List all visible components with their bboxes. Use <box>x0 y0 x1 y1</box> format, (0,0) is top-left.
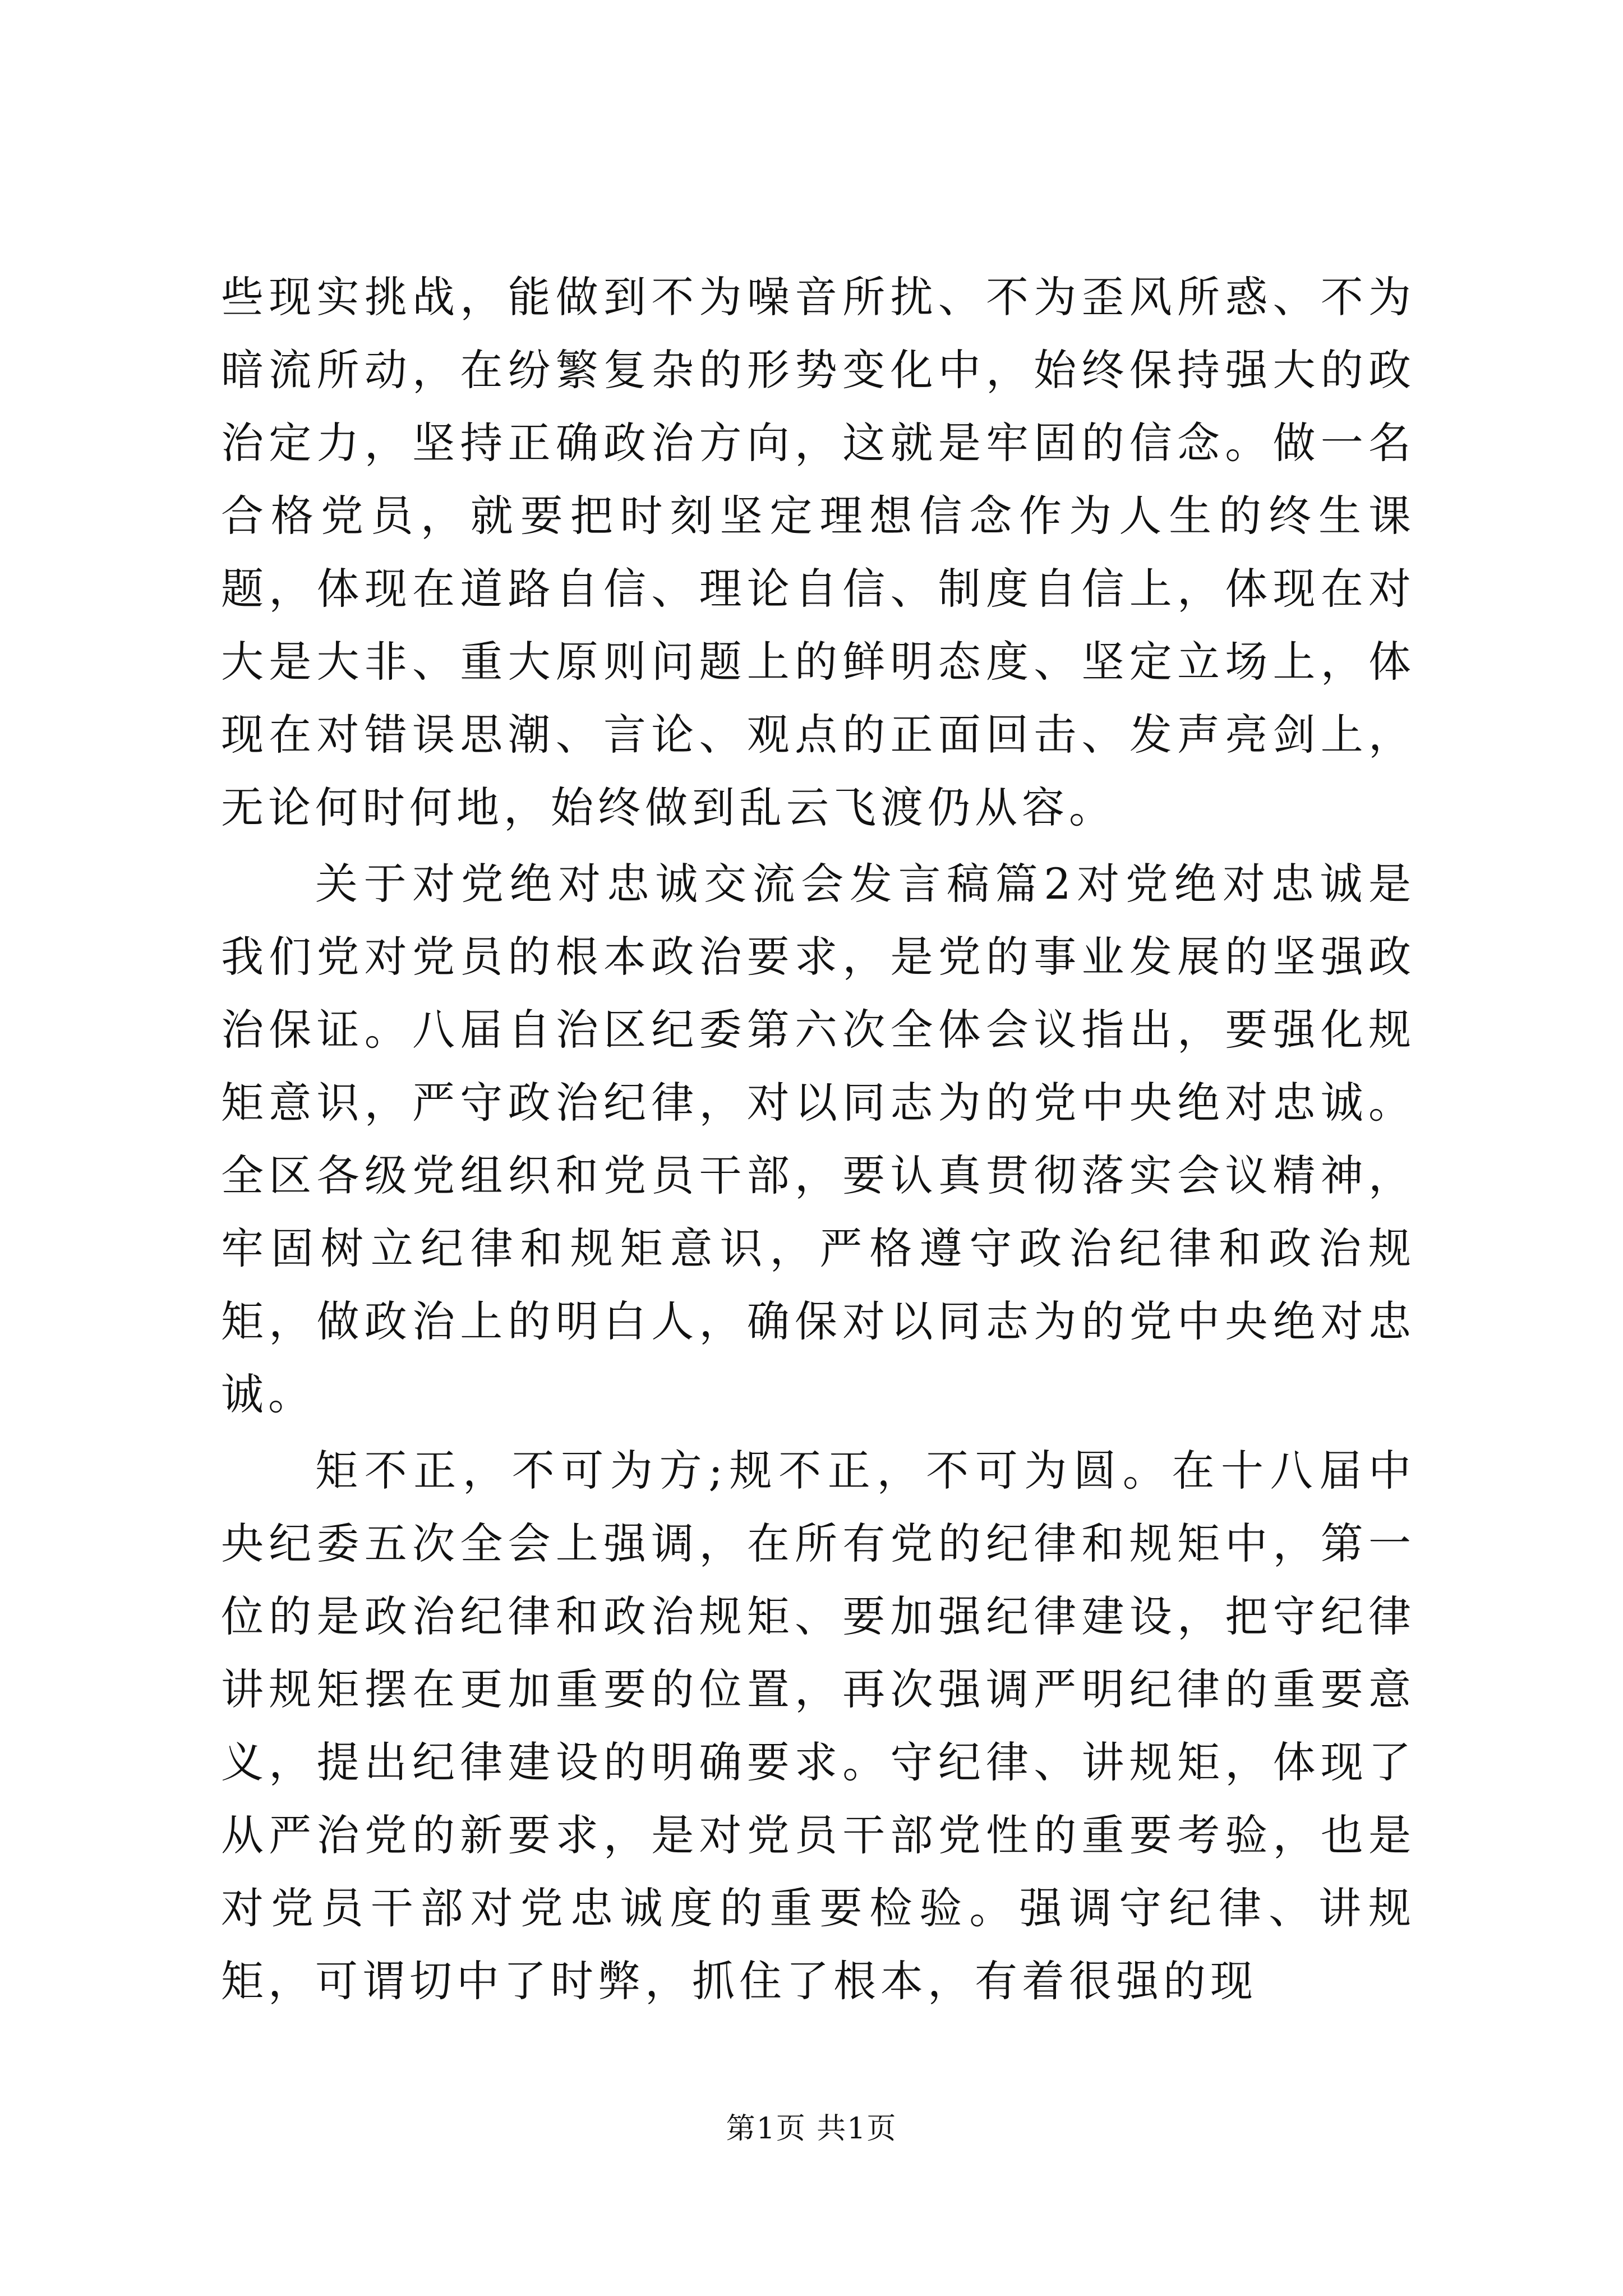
paragraph-1: 些现实挑战，能做到不为噪音所扰、不为歪风所惑、不为暗流所动，在纷繁复杂的形势变化中，始终保持强大的政治定力，坚持正确政治方向，这就是牢固的信念。做一名合格党员，就要把时刻坚定理想信念作为人生的终生课题，体现在道路自信、理论自信、制度自信上，体现在对大是大非、重大原则问题上的鲜明态度、坚定立场上，体现在对错误思潮、言论、观点的正面回击、发声亮剑上，无论何时何地，始终做到乱云飞渡仍从容。 <box>221 272 1415 832</box>
document-body <box>221 261 1415 2018</box>
paragraph-2: 关于对党绝对忠诚交流会发言稿篇2对党绝对忠诚是我们党对党员的根本政治要求，是党的事业发展的坚强政治保证。八届自治区纪委第六次全体会议指出，要强化规矩意识，严守政治纪律，对以同志为的党中央绝对忠诚。全区各级党组织和党员干部，要认真贯彻落实会议精神，牢固树立纪律和规矩意识，严格遵守政治纪律和政治规矩，做政治上的明白人，确保对以同志为的党中央绝对忠诚。 <box>221 859 1415 1419</box>
page-footer: 第1页 共1页 <box>726 2112 897 2146</box>
paragraph-3: 矩不正，不可为方;规不正，不可为圆。在十八届中央纪委五次全会上强调，在所有党的纪律和规矩中，第一位的是政治纪律和政治规矩、要加强纪律建设，把守纪律讲规矩摆在更加重要的位置，再次强调严明纪律的重要意义，提出纪律建设的明确要求。守纪律、讲规矩，体现了从严治党的新要求，是对党员干部党性的重要考验，也是对党员干部对党忠诚度的重要检验。强调守纪律、讲规矩，可谓切中了时弊，抓住了根本，有着很强的现 <box>221 1446 1415 2006</box>
